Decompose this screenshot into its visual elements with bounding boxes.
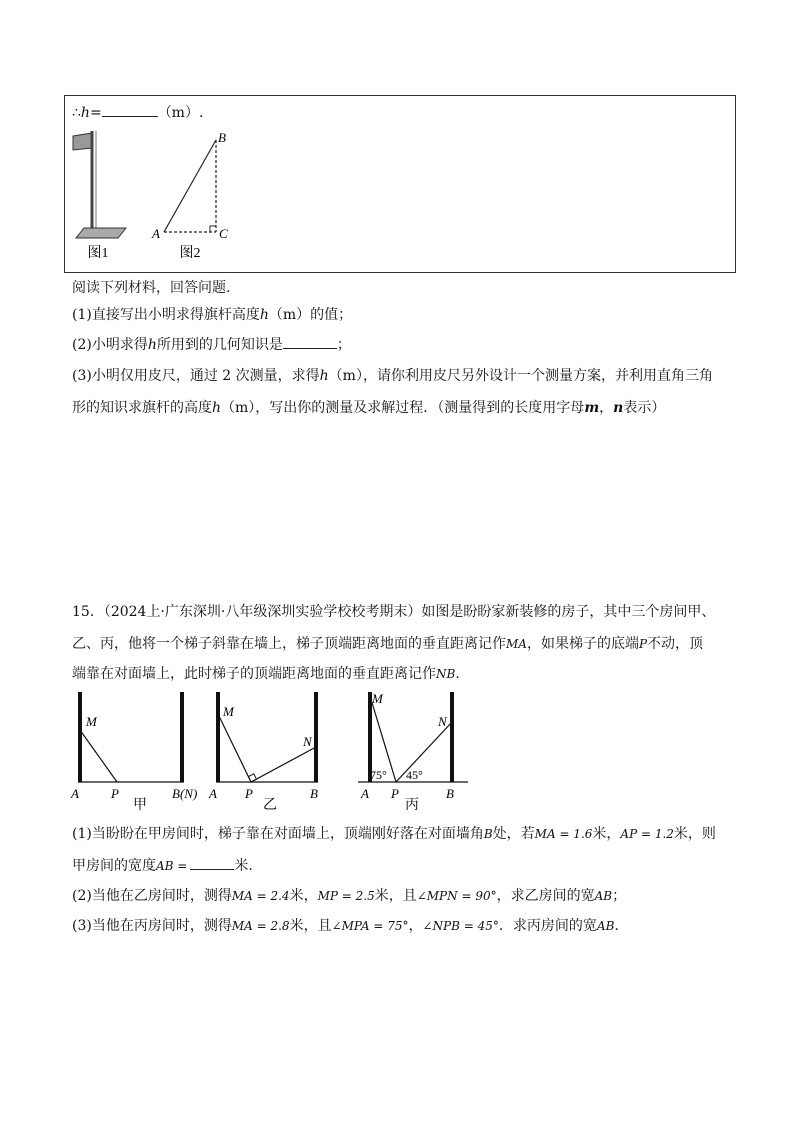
q15-s2-end: ；	[612, 888, 627, 904]
point-b-label: B	[446, 786, 454, 801]
unit-mi: 米，且	[289, 918, 332, 934]
figure-2-label: 图2	[179, 246, 201, 261]
b-variable: B	[483, 827, 493, 841]
q15-s1-text: (1)当盼盼在甲房间时，梯子靠在对面墙上，顶端刚好落在对面墙角	[72, 826, 484, 842]
unit-mi: 米，且	[374, 888, 417, 904]
comma: ，	[599, 400, 614, 416]
point-a-label: A	[209, 786, 217, 801]
q15-part-1-line-2	[72, 856, 253, 876]
point-n-label: N	[438, 714, 447, 729]
q15-line-1: 15．（2024上·广东深圳·八年级深圳实验学校校考期末）如图是盼盼家新装修的房子，其中三个房间甲、	[72, 604, 716, 620]
ma-value: MA = 2.8	[231, 919, 290, 933]
q15-s3-post: ．求丙房间的宽	[498, 918, 597, 934]
q15-part-1-line-1	[72, 824, 716, 844]
figure-room-yi	[204, 690, 334, 812]
q15-s3-end: .	[614, 918, 619, 934]
h-answer-blank[interactable]	[102, 104, 158, 117]
hypotenuse-line	[164, 140, 216, 232]
angle-75-label: 75°	[370, 768, 387, 782]
q14-p3-l2-text: 形的知识求旗杆的高度	[72, 400, 212, 416]
comma: ，	[408, 918, 423, 934]
q15-l3-text: 端靠在对面墙上，此时梯子的顶端距离地面的垂直距离记作	[72, 666, 436, 682]
room-name-label: 甲	[133, 798, 147, 812]
angle-45-label: 45°	[406, 768, 423, 782]
q14-part-3-line-1	[72, 366, 713, 386]
point-b-label: B	[218, 130, 226, 145]
flag-icon	[73, 133, 92, 150]
angle-npb: ∠NPB = 45°	[422, 919, 499, 933]
q14-p1-post: （m）的值；	[268, 307, 353, 323]
q14-p3-l2-mid: （m），写出你的测量及求解过程．（测量得到的长度用字母	[221, 400, 585, 416]
angle-mpn: ∠MPN = 90°	[416, 889, 497, 903]
point-c-label: C	[219, 226, 228, 241]
n-variable: n	[613, 400, 624, 416]
q14-p3-l2-end: 表示）	[623, 400, 666, 416]
q14-p2-post: 所用到的几何知识是	[156, 337, 283, 353]
q15-part-3	[72, 916, 619, 936]
point-m-label: M	[372, 691, 383, 706]
m-variable: m	[584, 400, 600, 416]
point-a-label: A	[71, 786, 79, 801]
h-answer-line	[72, 103, 203, 123]
point-n-label: N	[303, 734, 312, 749]
q14-part-2	[72, 335, 351, 355]
ladder-line-2	[251, 747, 316, 782]
h-variable: h	[147, 337, 157, 353]
figure-room-jia	[66, 690, 216, 812]
q14-p2-text: (2)小明求得	[72, 337, 148, 353]
q15-line-3	[72, 664, 460, 684]
q14-p3-text: (3)小明仅用皮尺，通过 2 次测量，求得	[72, 368, 320, 384]
ma-value: MA = 2.4	[231, 889, 290, 903]
h-variable: h	[212, 400, 222, 416]
unit-mi: 米，	[592, 826, 621, 842]
ab-variable: AB	[596, 919, 615, 933]
q15-l2-mid: ，如果梯子的底端	[526, 636, 639, 652]
mp-value: MP = 2.5	[317, 889, 375, 903]
q15-s1-mid: 处，若	[492, 826, 535, 842]
point-p-label: P	[391, 786, 399, 801]
q15-line-2	[72, 634, 703, 654]
figure-2-triangle	[150, 128, 240, 263]
figure-1-flagpole	[70, 128, 150, 263]
point-p-label: P	[111, 786, 119, 801]
p-variable: P	[638, 637, 648, 651]
q15-s2-text: (2)当他在乙房间时，测得	[72, 888, 232, 904]
point-a-label: A	[152, 226, 160, 241]
point-b-label: B(N)	[172, 786, 198, 801]
ladder-line-1	[218, 714, 251, 782]
point-b-label: B	[310, 786, 318, 801]
unit-mi: 米，则	[673, 826, 716, 842]
q15-s3-text: (3)当他在丙房间时，测得	[72, 918, 232, 934]
ladder-line-2	[396, 722, 452, 782]
q14-part-1	[72, 305, 352, 325]
q15-s1-blank[interactable]	[190, 857, 234, 870]
ma-value: MA = 1.6	[534, 827, 593, 841]
h-variable: h	[259, 307, 269, 323]
point-p-label: P	[245, 786, 253, 801]
angle-mpa: ∠MPA = 75°	[331, 919, 409, 933]
q14-p2-end: ；	[336, 337, 351, 353]
ap-value: AP = 1.2	[620, 827, 674, 841]
therefore-symbol: ∴	[72, 105, 81, 121]
flag-base	[76, 228, 126, 238]
right-angle-mark	[210, 226, 216, 232]
q14-p3-post: （m），请你利用皮尺另外设计一个测量方案，并利用直角三角	[328, 368, 713, 384]
q15-s1-l2-text: 甲房间的宽度	[72, 858, 156, 874]
point-m-label: M	[86, 714, 97, 729]
h-variable: h	[319, 368, 329, 384]
ab-variable: AB =	[156, 859, 188, 873]
point-m-label: M	[223, 704, 234, 719]
q15-s1-l2-end: 米.	[234, 858, 253, 874]
h-unit: （m）.	[157, 105, 204, 121]
q15-s2-post: ，求乙房间的宽	[496, 888, 595, 904]
figure-room-bing	[356, 690, 476, 812]
unit-mi: 米，	[289, 888, 318, 904]
point-a-label: A	[361, 786, 369, 801]
q15-part-2	[72, 886, 626, 906]
ma-variable: MA	[506, 637, 527, 651]
equals-sign: =	[89, 105, 102, 121]
q15-l3-end: .	[455, 666, 460, 682]
q15-l2-text: 乙、丙，他将一个梯子斜靠在墙上，梯子顶端距离地面的垂直距离记作	[72, 636, 506, 652]
q15-l2-post: 不动，顶	[647, 636, 704, 652]
nb-variable: NB	[436, 667, 456, 681]
h-variable: h	[80, 105, 90, 121]
figure-1-label: 图1	[87, 246, 109, 261]
right-angle-mark	[249, 774, 257, 782]
room-name-label: 乙	[263, 798, 277, 812]
q14-p2-blank[interactable]	[283, 336, 337, 349]
q14-intro: 阅读下列材料，回答问题.	[72, 280, 231, 296]
ladder-line	[80, 730, 117, 782]
room-name-label: 丙	[405, 798, 419, 812]
q14-part-3-line-2	[72, 398, 665, 418]
q14-p1-text: (1)直接写出小明求得旗杆高度	[72, 307, 260, 323]
ab-variable: AB	[594, 889, 613, 903]
